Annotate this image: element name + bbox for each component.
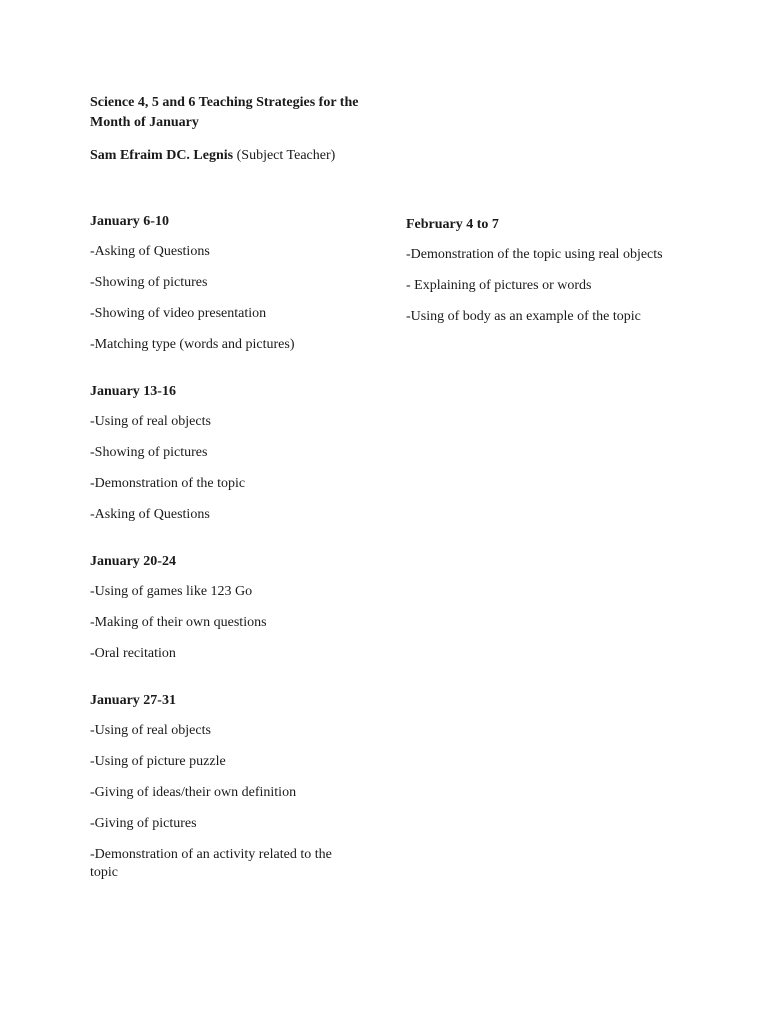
teacher-role: (Subject Teacher) xyxy=(236,148,336,163)
week-heading: January 13-16 xyxy=(90,384,176,399)
strategy-item: -Demonstration of an activity related to the topic xyxy=(90,847,332,880)
strategy-item: -Using of picture puzzle xyxy=(90,754,226,769)
strategy-item: -Showing of pictures xyxy=(90,445,208,460)
strategy-item: -Demonstration of the topic using real objects xyxy=(406,247,663,262)
left-column xyxy=(90,212,360,895)
strategy-item: -Demonstration of the topic xyxy=(90,476,246,491)
week-section xyxy=(406,215,676,326)
strategy-list xyxy=(90,583,360,663)
strategy-item: -Giving of ideas/their own definition xyxy=(90,785,297,800)
week-heading: February 4 to 7 xyxy=(406,217,499,232)
strategy-item: -Asking of Questions xyxy=(90,244,210,259)
right-column xyxy=(406,215,676,339)
week-heading: January 6-10 xyxy=(90,214,169,229)
strategy-item: -Asking of Questions xyxy=(90,507,210,522)
document-title: Science 4, 5 and 6 Teaching Strategies for the Month of January xyxy=(90,95,359,130)
strategy-item: -Showing of video presentation xyxy=(90,306,267,321)
strategy-list xyxy=(90,722,360,882)
strategy-item: -Using of games like 123 Go xyxy=(90,584,253,599)
week-section xyxy=(90,552,360,663)
week-section xyxy=(90,382,360,524)
teacher-line xyxy=(90,146,335,166)
week-section xyxy=(90,691,360,882)
strategy-item: -Showing of pictures xyxy=(90,275,208,290)
strategy-item: -Using of body as an example of the topic xyxy=(406,309,641,324)
strategy-list xyxy=(90,413,360,524)
week-heading: January 20-24 xyxy=(90,554,176,569)
strategy-list xyxy=(90,243,360,354)
strategy-item: -Giving of pictures xyxy=(90,816,197,831)
strategy-item: - Explaining of pictures or words xyxy=(406,278,592,293)
week-section xyxy=(90,212,360,354)
teacher-name: Sam Efraim DC. Legnis xyxy=(90,148,234,163)
strategy-item: -Making of their own questions xyxy=(90,615,267,630)
week-heading: January 27-31 xyxy=(90,693,176,708)
strategy-list xyxy=(406,246,676,326)
strategy-item: -Oral recitation xyxy=(90,646,176,661)
strategy-item: -Using of real objects xyxy=(90,723,211,738)
strategy-item: -Using of real objects xyxy=(90,414,211,429)
strategy-item: -Matching type (words and pictures) xyxy=(90,337,295,352)
